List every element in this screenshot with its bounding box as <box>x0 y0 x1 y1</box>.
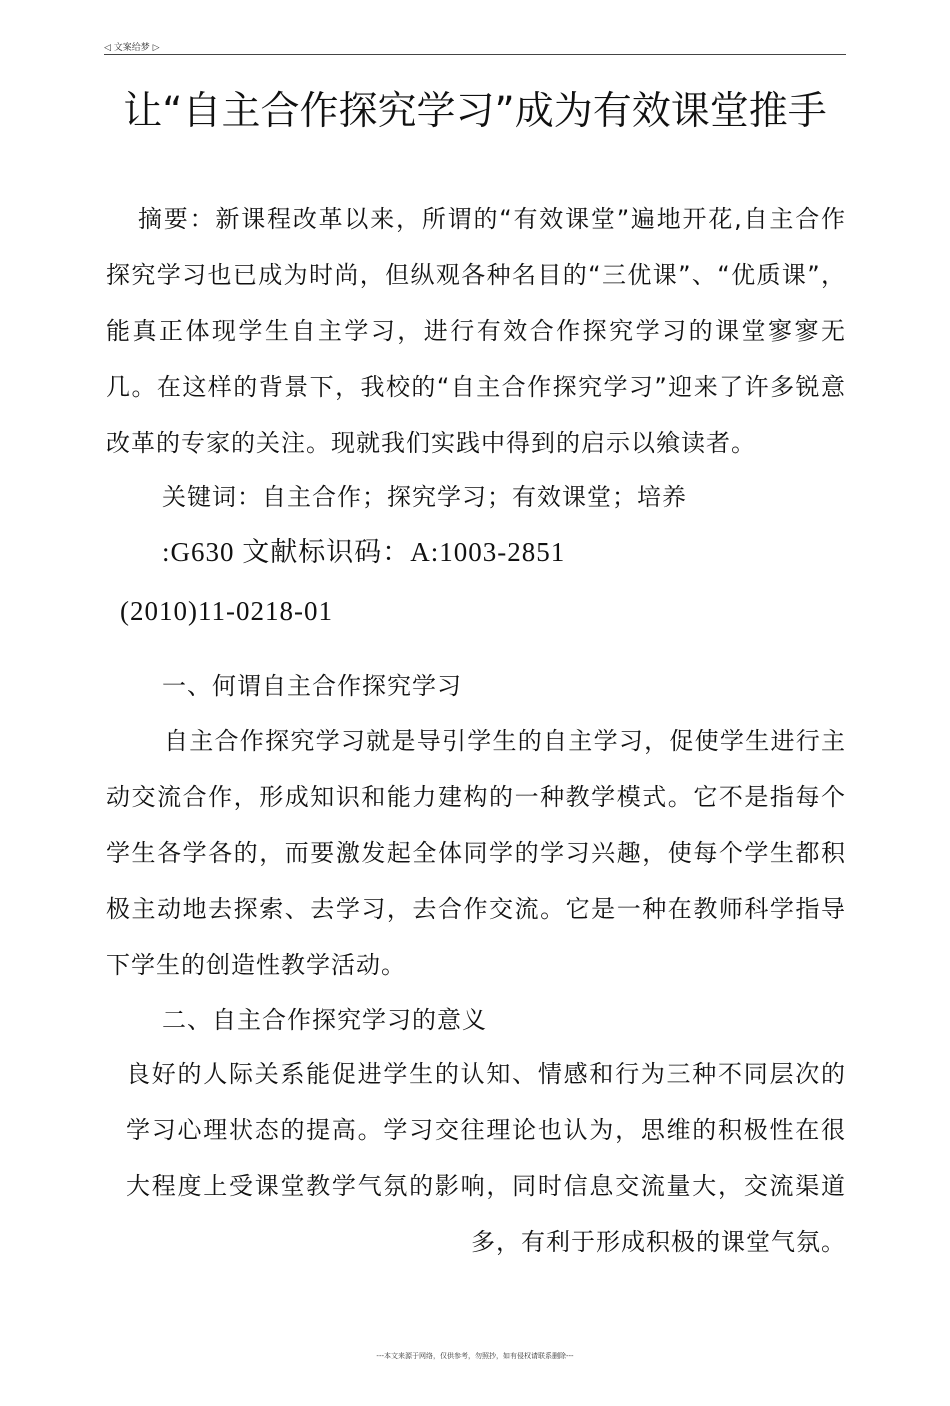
document-title: 让“自主合作探究学习”成为有效课堂推手 <box>123 89 827 134</box>
section1-paragraph: 自主合作探究学习就是导引学生的自主学习，促使学生进行主动交流合作，形成知识和能力建构的一种教学模式。它不是指每个学生各学各的，而要激发起全体同学的学习兴趣，使每个学生都积极主动地去探索、去学习，去合作交流。它是一种在教师科学指导下学生的创造性教学活动。 <box>106 727 846 979</box>
section1-heading: 一、何谓自主合作探究学习 <box>162 672 462 700</box>
section2-heading: 二、自主合作探究学习的意义 <box>162 1006 487 1034</box>
header-divider <box>104 54 846 55</box>
keywords-line: 关键词：自主合作；探究学习；有效课堂；培养 <box>162 483 687 511</box>
classification-line: :G630 文献标识码：A:1003-2851 <box>162 537 566 567</box>
header-brand: ◁ 文案给梦 ▷ <box>104 43 160 53</box>
section2-paragraph: 良好的人际关系能促进学生的认知、情感和行为三种不同层次的学习心理状态的提高。学习交往理论也认为，思维的积极性在很大程度上受课堂教学气氛的影响，同时信息交流量大，交流渠道多，有利于形成积极的课堂气氛。 <box>126 1060 846 1256</box>
footer-disclaimer: ---本文来源于网络，仅供参考，勿照抄，如有侵权请联系删除--- <box>376 1352 574 1360</box>
abstract-paragraph: 摘要：新课程改革以来，所谓的“有效课堂”遍地开花,自主合作探究学习也已成为时尚，但纵观各种名目的“三优课”、“优质课”，能真正体现学生自主学习，进行有效合作探究学习的课堂寥寥无几。在这样的背景下，我校的“自主合作探究学习”迎来了许多锐意改革的专家的关注。现就我们实践中得到的启示以飨读者。 <box>106 205 846 457</box>
document-number-line: (2010)11-0218-01 <box>120 596 333 626</box>
